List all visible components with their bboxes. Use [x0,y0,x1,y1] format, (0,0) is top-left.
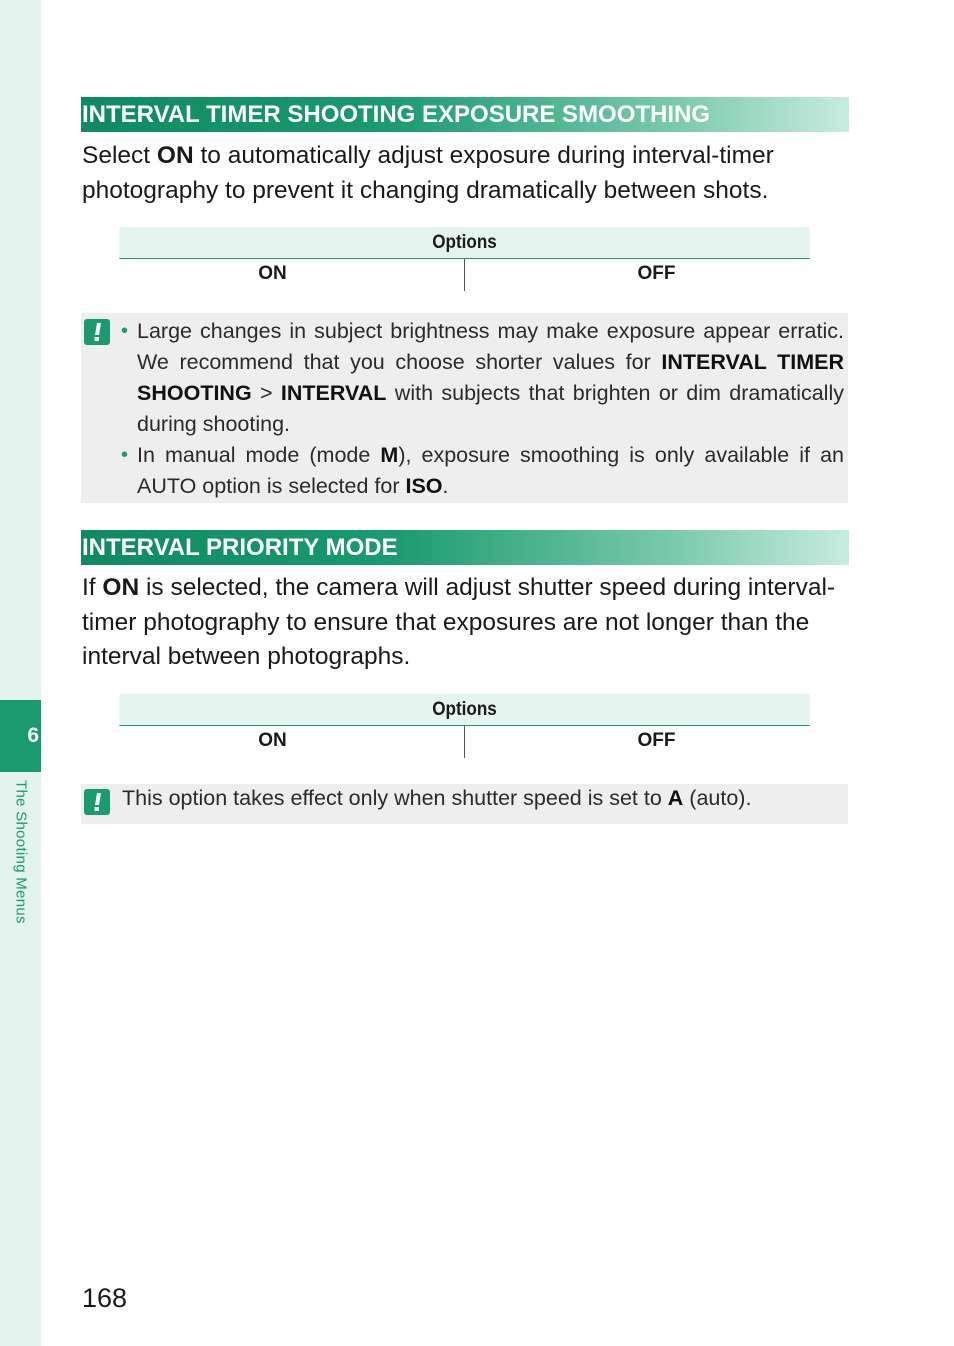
note-box [81,784,848,824]
list-item [121,440,844,502]
section-body-exposure-smoothing [82,139,852,208]
body-text: to automatically adjust exposure during interval-timer photography to prevent it changing dramatically between shots. [82,142,774,204]
option-off: OFF [464,726,848,758]
option-on: ON [258,263,287,284]
note-text: > [251,381,281,405]
menu-item-name: ISO [405,474,443,498]
list-item [121,316,844,440]
note-list [121,316,844,502]
menu-item-name: INTERVAL [280,381,387,405]
section-heading-interval-priority: INTERVAL PRIORITY MODE [81,530,849,565]
options-header: Options [119,694,809,726]
chapter-label: The Shooting Menus [12,780,30,924]
chapter-tab [0,700,41,772]
mode-letter: A [667,786,684,810]
note-text: This option takes effect only when shutter speed is set to [122,786,668,810]
bullet-icon: • [121,320,129,342]
options-row [81,259,848,291]
section-body-interval-priority [82,571,852,675]
note-box [81,313,848,503]
body-bold-option: ON [156,142,194,169]
chapter-number: 6 [27,724,39,747]
mode-letter: M [380,443,399,467]
menu-item-name: INTERVAL TIMER SHOOTING [137,350,844,405]
options-header: Options [119,227,809,259]
page-number: 168 [82,1283,128,1313]
body-text: Select [82,142,157,169]
body-text: is selected, the camera will adjust shutter speed during interval-timer photography to ensure that exposures are not longer than the interval between photographs. [82,574,836,670]
note-text: . [442,474,449,498]
caution-icon [84,789,110,815]
note-text: Large changes in subject brightness may make exposure appear erratic. We recommend that you choose shorter values for [137,319,844,374]
note-text: with subjects that brighten or dim dramatically during shooting. [137,381,844,436]
note-text: ), exposure smoothing is only available if an AUTO option is selected for [137,443,845,498]
option-off: OFF [464,259,848,291]
caution-icon [84,319,110,345]
options-table [81,694,848,758]
note-text [122,784,844,813]
bullet-icon: • [121,444,129,466]
section-heading-exposure-smoothing: INTERVAL TIMER SHOOTING EXPOSURE SMOOTHING [81,97,849,132]
note-text: In manual mode (mode [137,443,381,467]
note-text: (auto). [683,786,752,810]
body-bold-option: ON [102,574,140,601]
side-strip [0,0,41,1346]
options-row [81,726,848,758]
body-text: If [82,574,103,601]
option-on: ON [258,730,287,751]
options-table [81,227,848,291]
